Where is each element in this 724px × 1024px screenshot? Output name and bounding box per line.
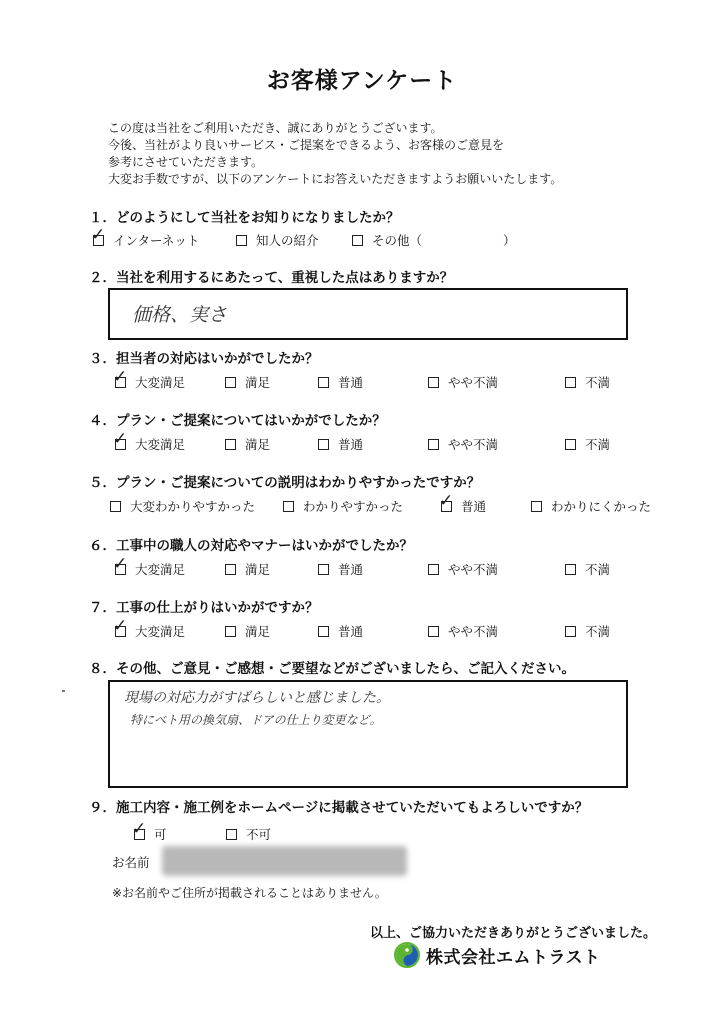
checkbox[interactable] [113,428,128,450]
checkbox[interactable] [565,377,576,388]
q3-option-somewhat-dissatisfied[interactable] [428,373,498,391]
check-mark-icon: ✓ [439,490,454,511]
option-label: 不満 [585,562,611,577]
q1-option-internet[interactable] [91,224,200,249]
option-label: 普通 [461,499,487,514]
option-label: 大変わかりやすかった [130,499,256,514]
q2-handwritten-answer: 価格、実さ [132,304,228,326]
company-logo [394,942,601,968]
check-mark-icon: ✓ [113,366,128,387]
intro-line: 今後、当社がより良いサービス・ご提案をできるよう、お客様のご意見を [108,138,505,152]
question-6: ６．工事中の職人の対応やマナーはいかがでしたか？ [89,538,413,554]
option-label: 不満 [585,624,611,639]
q7-option-dissatisfied[interactable] [565,622,610,640]
q3-option-neutral[interactable] [318,373,363,391]
checkbox[interactable] [113,553,128,575]
check-mark-icon: ✓ [113,553,128,574]
checkbox[interactable] [565,626,576,637]
q9-option-no[interactable] [226,825,271,843]
checkbox[interactable] [283,501,294,512]
intro-text [108,120,562,188]
option-label: 不満 [585,375,611,390]
name-field-redacted [162,846,407,876]
option-label: わかりやすかった [303,499,404,514]
q3-option-satisfied[interactable] [225,373,270,391]
checkbox[interactable] [225,626,236,637]
q8-handwritten-line: 現場の対応力がすばらしいと感じました。 [124,690,390,706]
q6-option-neutral[interactable] [318,560,363,578]
question-3: ３．担当者の対応はいかがでしたか？ [89,351,319,367]
option-label: インターネット [113,233,200,248]
option-label: 不可 [246,827,272,842]
option-label: やや不満 [448,437,499,452]
question-5: ５．プラン・ご提案についての説明はわかりやすかったですか？ [89,475,481,491]
intro-line: 参考にさせていただきます。 [108,155,264,169]
q8-answer-box[interactable] [108,680,628,788]
option-label: 知人の紹介 [256,233,319,248]
question-4: ４．プラン・ご提案についてはいかがでしたか？ [89,413,386,429]
check-mark-icon: ✓ [113,615,128,636]
checkbox[interactable] [531,501,542,512]
option-label: 不満 [585,437,611,452]
option-label: 大変満足 [135,562,186,577]
q1-other-close-paren: ） [503,233,516,248]
checkbox[interactable] [428,377,439,388]
q8-handwritten-line: 特にベト用の換気扇、ドアの仕上り変更など。 [130,713,382,727]
q5-option-unclear[interactable] [531,497,651,515]
q4-option-neutral[interactable] [318,435,363,453]
privacy-note: ※お名前やご住所が掲載されることはありません。 [112,886,387,900]
checkbox[interactable] [225,439,236,450]
company-logo-icon [394,942,420,968]
q9-option-yes[interactable] [132,818,167,843]
page-title: お客様アンケート [266,68,458,94]
option-label: その他（ [372,233,423,248]
checkbox[interactable] [565,439,576,450]
checkbox[interactable] [110,501,121,512]
checkbox[interactable] [113,615,128,637]
checkbox[interactable] [91,224,106,246]
q6-option-very-satisfied[interactable] [113,553,186,578]
option-label: 普通 [338,624,364,639]
check-mark-icon: ✓ [113,428,128,449]
checkbox[interactable] [132,818,147,840]
name-label: お名前 [112,855,150,870]
checkbox[interactable] [565,564,576,575]
q7-option-somewhat-dissatisfied[interactable] [428,622,498,640]
q4-option-satisfied[interactable] [225,435,270,453]
question-8: ８．その他、ご意見・ご感想・ご要望などがございましたら、ご記入ください。 [89,661,575,677]
option-label: 普通 [338,562,364,577]
checkbox[interactable] [318,564,329,575]
option-label: やや不満 [448,624,499,639]
q6-option-dissatisfied[interactable] [565,560,610,578]
q1-option-other[interactable] [352,231,422,249]
question-1: １．どのようにして当社をお知りになりましたか？ [89,210,400,226]
thank-you-text: 以上、ご協力いただきありがとうございました。 [370,926,657,941]
q6-option-somewhat-dissatisfied[interactable] [428,560,498,578]
option-label: 満足 [245,562,271,577]
q4-option-very-satisfied[interactable] [113,428,186,453]
q5-option-neutral[interactable] [439,490,487,515]
q1-option-referral[interactable] [236,231,319,249]
checkbox[interactable] [225,377,236,388]
checkbox[interactable] [236,235,247,246]
q7-option-neutral[interactable] [318,622,363,640]
company-name: 株式会社エムトラスト [426,947,601,968]
q4-option-somewhat-dissatisfied[interactable] [428,435,498,453]
option-label: やや不満 [448,375,499,390]
intro-line: この度は当社をご利用いただき、誠にありがとうございます。 [108,121,443,135]
q5-option-clear[interactable] [283,497,403,515]
scan-speck [62,690,65,692]
option-label: 大変満足 [135,375,186,390]
checkbox[interactable] [352,235,363,246]
q3-option-very-satisfied[interactable] [113,366,186,391]
q4-option-dissatisfied[interactable] [565,435,610,453]
option-label: わかりにくかった [551,499,652,514]
question-7: ７．工事の仕上がりはいかがですか？ [89,600,319,616]
option-label: 大変満足 [135,437,186,452]
checkbox[interactable] [226,829,237,840]
checkbox[interactable] [428,626,439,637]
checkbox[interactable] [225,564,236,575]
option-label: 満足 [245,375,271,390]
check-mark-icon: ✓ [91,224,106,245]
option-label: 満足 [245,624,271,639]
check-mark-icon: ✓ [132,818,147,839]
option-label: 大変満足 [135,624,186,639]
q6-option-satisfied[interactable] [225,560,270,578]
option-label: 満足 [245,437,271,452]
q3-option-dissatisfied[interactable] [565,373,610,391]
option-label: やや不満 [448,562,499,577]
option-label: 可 [154,827,167,842]
question-9: ９．施工内容・施工例をホームページに掲載させていただいてもよろしいですか？ [89,800,589,816]
q7-option-satisfied[interactable] [225,622,270,640]
checkbox[interactable] [428,564,439,575]
checkbox[interactable] [428,439,439,450]
q5-option-very-clear[interactable] [110,497,255,515]
checkbox[interactable] [318,439,329,450]
checkbox[interactable] [439,490,454,512]
option-label: 普通 [338,375,364,390]
checkbox[interactable] [318,626,329,637]
intro-line: 大変お手数ですが、以下のアンケートにお答えいただきますようお願いいたします。 [108,172,563,186]
checkbox[interactable] [113,366,128,388]
checkbox[interactable] [318,377,329,388]
question-2: ２．当社を利用するにあたって、重視した点はありますか？ [89,270,454,286]
q2-answer-box[interactable] [108,288,628,340]
q7-option-very-satisfied[interactable] [113,615,186,640]
option-label: 普通 [338,437,364,452]
